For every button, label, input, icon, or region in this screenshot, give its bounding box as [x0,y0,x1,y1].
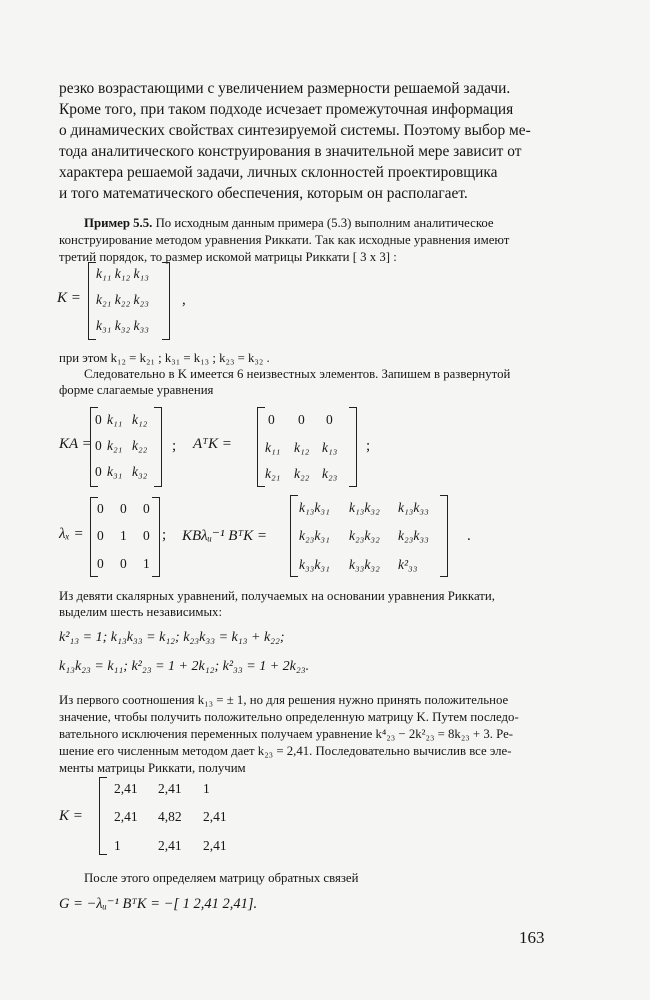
matrix-cell: k₃₃k₃₁ [299,557,330,572]
matrix-separator: ; [162,527,167,543]
matrix-cell: 2,41 [114,781,138,796]
matrix-cell: k₁₂ [294,440,310,455]
unknowns-line: форме слагаемые уравнения [59,383,214,397]
matrix-cell: k₃₂ [132,464,148,479]
matrix-cell: k₂₃ [322,466,338,481]
example-line: третий порядок, то размер искомой матрицы Риккати [ 3 x 3] : [59,250,397,264]
matrix-cell: 0 [143,528,150,543]
matrix-label: K = [59,808,83,824]
matrix-cell: 0 [97,528,104,543]
matrix-cell: 0 [143,501,150,516]
matrix-cell: k₂₂ [294,466,310,481]
intro-line: резко возрастающими с увеличением размерности решаемой задачи. [59,80,511,97]
matrix-cell: 1 [203,781,210,796]
select-line: выделим шесть независимых: [59,605,223,619]
equations-line: k₁₃k₂₃ = k₁₁; k²₂₃ = 1 + 2k₁₂; k²₃₃ = 1 + 2k₂₃. [59,659,310,674]
matrix-cell: k₂₂ [132,438,148,453]
matrix-cell: 2,41 [114,809,138,824]
matrix-row: k₁₁ k₁₂ k₁₃ [96,266,149,281]
intro-line: о динамических свойствах синтезируемой системы. Поэтому выбор ме- [59,122,531,139]
matrix-cell: 0 [268,412,275,427]
matrix-cell: 1 [143,556,150,571]
example-line: По исходным данным примера (5.3) выполним аналитическое [155,216,494,230]
feedback-formula: G = −λᵤ⁻¹ BᵀK = −[ 1 2,41 2,41]. [59,896,258,912]
matrix-cell: 0 [298,412,305,427]
matrix-trailing: , [182,292,186,308]
matrix-trailing: . [467,528,471,544]
solution-line: менты матрицы Риккати, получим [59,761,246,775]
matrix-cell: k₁₃k₃₂ [349,500,380,515]
matrix-cell: k₁₃ [322,440,338,455]
matrix-label: KBλᵤ⁻¹ BᵀK = [182,528,268,544]
matrix-separator: ; [366,438,371,454]
solution-line: вательного исключения переменных получаем уравнение k⁴₂₃ − 2k²₂₃ = 8k₂₃ + 3. Ре- [59,727,514,741]
matrix-cell: 2,41 [203,809,227,824]
matrix-cell: k₂₃k₃₂ [349,528,380,543]
example-heading: Пример 5.5. [84,216,153,230]
matrix-cell: k₁₃k₃₁ [299,500,330,515]
example-line: конструирование методом уравнения Риккати. Так как исходные уравнения имеют [59,233,510,247]
matrix-cell: k₂₁ [107,438,123,453]
unknowns-line: Следовательно в K имеется 6 неизвестных элементов. Запишем в развернутой [84,367,511,381]
matrix-cell: k₁₂ [132,412,148,427]
equations-line: k²₁₃ = 1; k₁₃k₃₃ = k₁₂; k₂₃k₃₃ = k₁₃ + k₂₂; [59,630,285,645]
matrix-label: AᵀK = [193,436,232,452]
matrix-cell: k₁₁ [107,412,123,427]
matrix-cell: 0 [95,438,102,453]
matrix-cell: k₂₃k₃₃ [398,528,429,543]
intro-line: и того математического обеспечения, которым он располагает. [59,185,468,202]
matrix-label: λₓ = [59,526,84,542]
matrix-cell: k₂₁ [265,466,281,481]
matrix-cell: 1 [114,838,121,853]
matrix-cell: 0 [120,501,127,516]
matrix-row: k₂₁ k₂₂ k₂₃ [96,292,149,307]
matrix-cell: 0 [326,412,333,427]
matrix-cell: k₃₁ [107,464,123,479]
intro-line: Кроме того, при таком подходе исчезает промежуточная информация [59,101,514,118]
solution-line: Из первого соотношения k₁₃ = ± 1, но для решения нужно принять положительное [59,693,509,707]
matrix-cell: 0 [97,501,104,516]
matrix-cell: 2,41 [203,838,227,853]
matrix-cell: 2,41 [158,838,182,853]
matrix-row: k₃₁ k₃₂ k₃₃ [96,318,149,333]
matrix-cell: 0 [95,464,102,479]
matrix-bracket-left [99,777,103,855]
matrix-cell: 0 [97,556,104,571]
solution-line: значение, чтобы получить положительно определенную матрицу K. Путем последо- [59,710,519,724]
solution-line: шение его численным методом дает k₂₃ = 2,41. Последовательно вычислив все эле- [59,744,512,758]
matrix-cell: k₃₃k₃₂ [349,557,380,572]
feedback-line: После этого определяем матрицу обратных связей [84,871,359,885]
matrix-label: K = [57,290,81,306]
matrix-cell: 2,41 [158,781,182,796]
example-first-line [84,215,557,232]
matrix-cell: k₂₃k₃₁ [299,528,330,543]
select-line: Из девяти скалярных уравнений, получаемых на основании уравнения Риккати, [59,589,495,603]
matrix-cell: k₁₃k₃₃ [398,500,429,515]
matrix-label: KA = [59,436,92,452]
page-number: 163 [519,928,545,947]
matrix-separator: ; [172,438,177,454]
matrix-cell: 4,82 [158,809,182,824]
matrix-cell: k²₃₃ [398,557,418,572]
intro-line: тода аналитического конструирования в значительной мере зависит от [59,143,522,160]
matrix-cell: 0 [95,412,102,427]
intro-line: характера решаемой задачи, личных склонностей проектировщика [59,164,498,181]
matrix-cell: 1 [120,528,127,543]
matrix-cell: 0 [120,556,127,571]
matrix-cell: k₁₁ [265,440,281,455]
symmetry-line: при этом k₁₂ = k₂₁ ; k₃₁ = k₁₃ ; k₂₃ = k₃₂ . [59,351,270,365]
